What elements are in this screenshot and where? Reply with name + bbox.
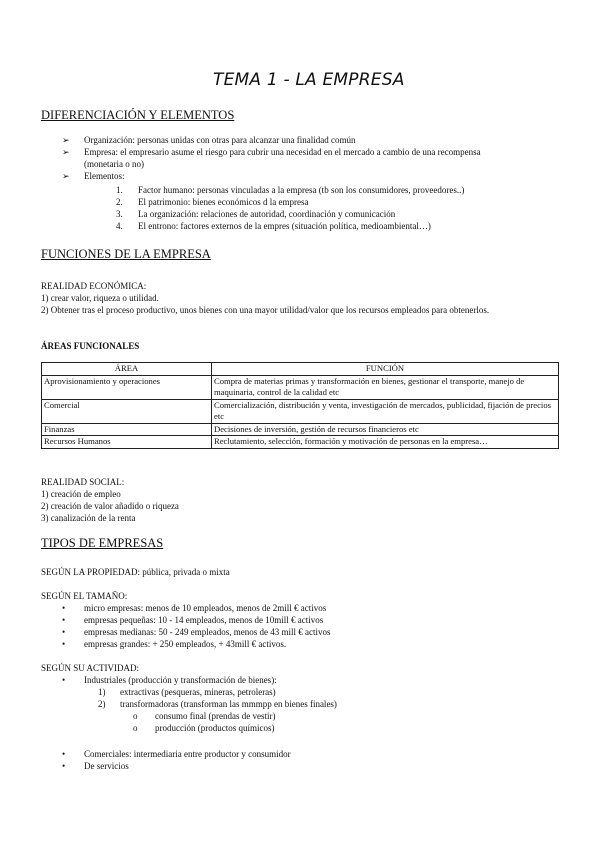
dot-bullet-icon: • <box>62 603 66 613</box>
table-cell: Comercial <box>42 399 212 423</box>
dot-bullet-icon: • <box>62 749 66 759</box>
bullet-item: ➢ Empresa: el empresario asume el riesgo para cubrir una necesidad en el mercado a cambio de una recompensa <box>62 147 481 157</box>
table-header-row <box>42 363 559 376</box>
section-heading-diferenciacion: DIFERENCIACIÓN Y ELEMENTOS <box>41 108 235 122</box>
dot-bullet-icon: • <box>62 639 66 649</box>
numbered-item: 2) transformadoras (transforman las mmmpp en bienes finales) <box>98 699 337 709</box>
sub-list-item: o producción (productos químicos) <box>133 723 275 733</box>
table-row <box>42 375 559 399</box>
section-heading-tipos: TIPOS DE EMPRESAS <box>41 536 164 550</box>
list-item: • Comerciales: intermediaria entre productor y consumidor <box>62 749 291 759</box>
circle-bullet-icon: o <box>133 723 138 733</box>
realidad-social-item: 3) canalización de la renta <box>41 513 136 523</box>
list-item: • empresas pequeñas: 10 - 14 empleados, menos de 10mill € activos <box>62 615 324 625</box>
table-cell: Aprovisionamiento y operaciones <box>42 375 212 399</box>
realidad-social-label: REALIDAD SOCIAL: <box>41 477 125 487</box>
table-cell: Recursos Humanos <box>42 436 212 449</box>
segun-actividad-label: SEGÚN SU ACTIVIDAD: <box>41 663 140 673</box>
areas-table <box>41 362 559 449</box>
list-item: • De servicios <box>62 761 129 771</box>
section-heading-funciones: FUNCIONES DE LA EMPRESA <box>41 247 211 261</box>
numbered-item: 1. Factor humano: personas vinculadas a la empresa (tb son los consumidores, proveedores..) <box>116 185 465 195</box>
dot-bullet-icon: • <box>62 615 66 625</box>
realidad-economica-item: 2) Obtener tras el proceso productivo, unos bienes con una mayor utilidad/valor que los recursos empleados para obtenerlos. <box>41 305 490 315</box>
circle-bullet-icon: o <box>133 711 138 721</box>
page-title: TEMA 1 - LA EMPRESA <box>213 70 405 90</box>
table-cell: Comercialización, distribución y venta, investigación de mercados, publicidad, fijación de precios etc <box>212 399 559 423</box>
bullet-continuation: (monetaria o no) <box>84 159 144 169</box>
numbered-item: 2. El patrimonio: bienes económicos d la empresa <box>116 197 309 207</box>
segun-tamano-label: SEGÚN EL TAMAÑO: <box>41 591 128 601</box>
list-item: • Industriales (producción y transformación de bienes): <box>62 675 277 685</box>
segun-propiedad: SEGÚN LA PROPIEDAD: pública, privada o mixta <box>41 567 230 577</box>
realidad-economica-label: REALIDAD ECONÓMICA: <box>41 281 147 291</box>
realidad-social-item: 2) creación de valor añadido o riqueza <box>41 501 179 511</box>
areas-funcionales-label: ÁREAS FUNCIONALES <box>41 341 140 351</box>
realidad-social-item: 1) creación de empleo <box>41 489 121 499</box>
table-row <box>42 423 559 436</box>
table-row <box>42 436 559 449</box>
bullet-item: ➢ Elementos: <box>62 171 125 181</box>
dot-bullet-icon: • <box>62 761 66 771</box>
arrow-bullet-icon: ➢ <box>62 171 70 181</box>
table-row <box>42 399 559 423</box>
sub-list-item: o consumo final (prendas de vestir) <box>133 711 276 721</box>
table-header: FUNCIÓN <box>212 363 559 376</box>
numbered-item: 3. La organización: relaciones de autoridad, coordinación y comunicación <box>116 209 396 219</box>
realidad-economica-item: 1) crear valor, riqueza o utilidad. <box>41 293 159 303</box>
dot-bullet-icon: • <box>62 675 66 685</box>
list-item: • micro empresas: menos de 10 empleados, menos de 2mill € activos <box>62 603 327 613</box>
table-cell: Finanzas <box>42 423 212 436</box>
dot-bullet-icon: • <box>62 627 66 637</box>
numbered-item: 4. El entrono: factores externos de la empres (situación política, medioambiental…) <box>116 221 431 231</box>
table-cell: Decisiones de inversión, gestión de recursos financieros etc <box>212 423 559 436</box>
arrow-bullet-icon: ➢ <box>62 147 70 157</box>
list-item: • empresas grandes: + 250 empleados, + 43mill € activos. <box>62 639 287 649</box>
numbered-item: 1) extractivas (pesqueras, mineras, petroleras) <box>98 687 276 697</box>
bullet-item: ➢ Organización: personas unidas con otras para alcanzar una finalidad común <box>62 135 356 145</box>
table-header: ÁREA <box>42 363 212 376</box>
arrow-bullet-icon: ➢ <box>62 135 70 145</box>
list-item: • empresas medianas: 50 - 249 empleados, menos de 43 mill € activos <box>62 627 331 637</box>
table-cell: Compra de materias primas y transformación en bienes, gestionar el transporte, manejo de maquinaria, control de la calidad etc <box>212 375 559 399</box>
table-cell: Reclutamiento, selección, formación y motivación de personas en la empresa… <box>212 436 559 449</box>
